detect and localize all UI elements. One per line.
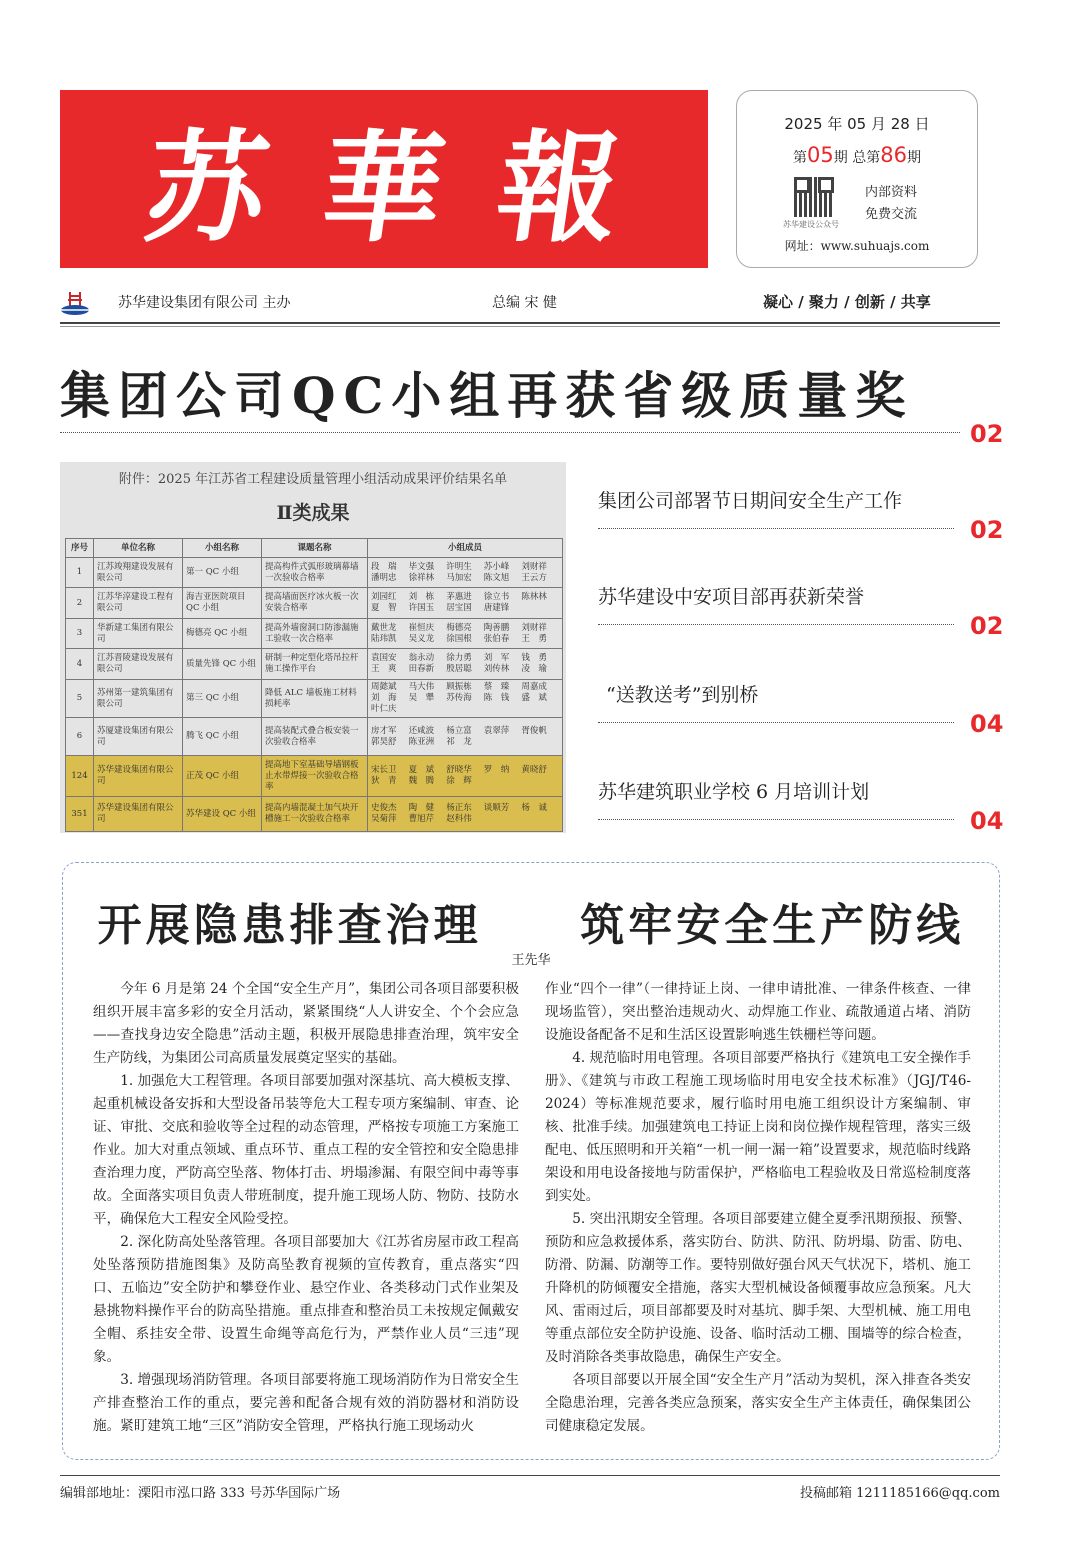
member-name: 宋长卫 [371, 765, 397, 775]
article-column-left [93, 978, 519, 1438]
feature-article [62, 862, 1000, 1460]
members-cell [371, 653, 559, 675]
dotted-divider [60, 432, 960, 433]
cell-no: 2 [66, 588, 94, 619]
cell-topic: 研制一种定型化塔吊拉杆施工操作平台 [262, 649, 368, 680]
member-name: 崔恒庆 [408, 622, 435, 633]
member-name: 刘财祥 [521, 622, 547, 633]
member-name: 陆玮凯 [371, 633, 397, 644]
logo-char: 華 [312, 118, 453, 259]
cell-topic: 提高墙面医疗冰火板一次安装合格率 [262, 588, 368, 619]
toc-item[interactable]: 集团公司部署节日期间安全生产工作 [598, 490, 903, 512]
member-name: 陈文旭 [483, 572, 510, 583]
page-number: 02 [970, 420, 1004, 448]
member-name: 刘 军 [483, 653, 510, 663]
article-author: 王先华 [511, 953, 551, 968]
company-logo-icon [60, 290, 90, 316]
member-name: 徐 辉 [446, 776, 472, 786]
cell-group: 正茂 QC 小组 [183, 756, 262, 797]
cell-unit: 华新建工集团有限公司 [94, 619, 183, 649]
member-name: 徐立书 [483, 592, 510, 602]
member-name: 潘明忠 [371, 572, 397, 583]
logo-char: 報 [488, 118, 629, 259]
member-name: 史俊杰 [371, 803, 397, 813]
member-name: 蔡 臻 [483, 682, 510, 692]
cell-topic: 提高外墙窗洞口防渗漏施工验收一次合格率 [262, 619, 368, 649]
member-name: 苏传海 [446, 693, 472, 703]
member-name: 王 勇 [521, 633, 547, 644]
cell-unit: 江苏竣翔建设发展有限公司 [94, 558, 183, 588]
article-paragraph: 作业“四个一律”（一律持证上岗、一律申请批准、一律条件核查、一律现场监管），突出整治违规动火、动焊施工作业、疏散通道占堵、消防设施设备配备不足和生活区设置影响逃生铁栅栏等问题。 [545, 981, 971, 1043]
member-name: 翁永动 [408, 653, 435, 663]
cell-unit: 苏华建设集团有限公司 [94, 756, 183, 797]
member-name: 徐力勇 [446, 653, 472, 663]
member-name: 黄晓舒 [521, 765, 547, 775]
issue-number: 第05期 总第86期 [793, 143, 921, 167]
member-name: 吴 犟 [408, 693, 435, 703]
cell-unit: 江苏晋陵建设发展有限公司 [94, 649, 183, 680]
members-cell [371, 562, 559, 584]
member-name: 罗 纳 [483, 765, 510, 775]
member-name: 钱 勇 [521, 653, 547, 663]
toc-item[interactable]: 苏华建设中安项目部再获新荣誉 [598, 586, 865, 608]
member-name: 刘财祥 [521, 561, 547, 572]
results-table [65, 538, 563, 832]
member-name: 胥俊帆 [521, 725, 547, 736]
slogan: 凝心 / 聚力 / 创新 / 共享 [763, 293, 931, 311]
note-internal: 内部资料 [865, 185, 918, 200]
toc-page-number: 04 [970, 710, 1004, 738]
article-paragraph: 今年 6 月是第 24 个全国“安全生产月”，集团公司各项目部要积极组织开展丰富多彩的安全月活动，紧紧围绕“人人讲安全、个个会应急——查找身边安全隐患”活动主题，积极开展隐患排查治理，筑牢安全生产防线，为集团公司高质量发展奠定坚实的基础。 [93, 981, 519, 1066]
member-name: 杨正东 [446, 803, 472, 813]
member-name: 王 爽 [371, 664, 397, 674]
column-header: 课题名称 [262, 539, 368, 558]
issue-info-box [736, 90, 978, 268]
column-header: 单位名称 [94, 539, 183, 558]
member-name: 马大伟 [408, 682, 435, 692]
cell-group: 腾飞 QC 小组 [183, 718, 262, 756]
cell-no: 351 [66, 797, 94, 832]
member-name: 吴义龙 [408, 633, 435, 644]
members-cell [371, 682, 559, 715]
cell-topic: 提高构件式弧形玻璃幕墙一次验收合格率 [262, 558, 368, 588]
member-name: 陈 钱 [483, 693, 510, 703]
member-name: 苏小峰 [483, 561, 510, 572]
table-row [66, 558, 563, 588]
member-name: 还咸波 [408, 725, 435, 736]
member-name: 张伯春 [483, 633, 510, 644]
footer [60, 1475, 1000, 1501]
cell-group: 质量先锋 QC 小组 [183, 649, 262, 680]
cell-no: 3 [66, 619, 94, 649]
table-row [66, 619, 563, 649]
member-name: 徐国根 [446, 633, 472, 644]
member-name: 陶善鹏 [483, 622, 510, 633]
editorial-address: 编辑部地址：溧阳市泓口路 333 号苏华国际广场 [60, 1486, 341, 1501]
member-name: 刘 海 [371, 693, 397, 703]
masthead-logo [60, 90, 708, 268]
column-header: 序号 [66, 539, 94, 558]
dotted-divider [598, 624, 954, 625]
column-header: 小组名称 [183, 539, 262, 558]
issue-date: 2025 年 05 月 28 日 [784, 115, 930, 133]
cell-unit: 江苏华淳建设工程有限公司 [94, 588, 183, 619]
article-paragraph: 各项目部要以开展全国“安全生产月”活动为契机，深入排查各类安全隐患治理，完善各类应急预案，落实安全生产主体责任，确保集团公司健康稳定发展。 [545, 1372, 971, 1434]
submission-email[interactable]: 投稿邮箱 1211185166@qq.com [799, 1486, 1000, 1501]
cell-unit: 苏州第一建筑集团有限公司 [94, 680, 183, 718]
member-name: 居宝国 [446, 603, 472, 613]
members-cell [371, 623, 559, 645]
note-free: 免费交流 [865, 207, 918, 222]
cell-topic: 提高装配式叠合板安装一次验收合格率 [262, 718, 368, 756]
toc-item[interactable]: “送教送考”到别桥 [606, 684, 759, 706]
cell-group: 第三 QC 小组 [183, 680, 262, 718]
member-name: 吴菊萍 [371, 814, 397, 824]
member-name: 赵科伟 [446, 814, 472, 824]
member-name: 毕文强 [408, 561, 435, 572]
logo-char: 苏 [136, 118, 277, 259]
cell-group: 海吉亚医院项目 QC 小组 [183, 588, 262, 619]
members-cell [371, 765, 559, 787]
member-name: 盛 斌 [521, 693, 547, 703]
cell-topic: 提高地下室基础导墙钢板止水带焊接一次验收合格率 [262, 756, 368, 797]
toc-page-number: 02 [970, 612, 1004, 640]
member-name: 凌 瑜 [521, 664, 547, 674]
dotted-divider [598, 528, 954, 529]
editor: 总编 宋 健 [492, 295, 557, 311]
member-name: 夏 斌 [408, 765, 435, 775]
member-name: 刘传林 [483, 664, 510, 674]
table-row [66, 649, 563, 680]
cell-group: 第一 QC 小组 [183, 558, 262, 588]
member-name: 王云方 [521, 572, 547, 583]
member-name: 袁翠萍 [483, 725, 510, 736]
member-name: 许国玉 [408, 603, 435, 613]
member-name: 陈林林 [521, 592, 547, 602]
member-name: 徐祥林 [408, 572, 435, 583]
member-name: 曹旭芹 [408, 814, 435, 824]
member-name: 梅德亮 [446, 622, 472, 633]
member-name: 夏 智 [371, 603, 397, 613]
cell-group: 梅德亮 QC 小组 [183, 619, 262, 649]
table-row [66, 718, 563, 756]
members-cell [371, 592, 559, 614]
article-paragraph: 5. 突出汛期安全管理。各项目部要建立健全夏季汛期预报、预警、预防和应急救援体系，落实防台、防洪、防汛、防坍塌、防雷、防电、防滑、防漏、防潮等工作。要特别做好强台风天气状况下，塔机、施工升降机的防倾覆安全措施，落实大型机械设备倾覆事故应急预案。凡大风、雷雨过后，项目部都要及时对基坑、脚手架、大型机械、施工用电等重点部位安全防护设施、设备、临时活动工棚、围墙等的综合检查，及时消除各类事故隐患，确保生产安全。 [545, 1211, 971, 1365]
article-paragraph: 4. 规范临时用电管理。各项目部要严格执行《建筑电工安全操作手册》、《建筑与市政工程施工现场临时用电安全技术标准》（JGJ/T46-2024）等标准规范要求，履行临时用电施工组织设计方案编制、审核、批准手续。加强建筑电工持证上岗和岗位操作规程管理，落实三级配电、低压照明和开关箱“一机一闸一漏一箱”设置要求，规范临时线路架设和用电设备接地与防雷保护，严格临电工程验收及日常巡检制度落到实处。 [545, 1050, 971, 1204]
table-row [66, 588, 563, 619]
member-name: 段 瑞 [371, 561, 397, 572]
cell-no: 5 [66, 680, 94, 718]
article-paragraph: 2. 深化防高处坠落管理。各项目部要加大《江苏省房屋市政工程高处坠落预防措施图集》及防高坠教育视频的宣传教育，重点落实“四口、五临边”安全防护和攀登作业、悬空作业、各类移动门式作业架及悬挑物料操作平台的防高坠措施。重点排查和整治员工未按规定佩戴安全帽、系挂安全带、设置生命绳等高危行为，严禁作业人员“三违”现象。 [93, 1234, 519, 1365]
member-name: 刘园红 [371, 592, 397, 602]
member-name: 陶 健 [408, 803, 435, 813]
members-cell [371, 726, 559, 748]
member-name: 殷居聪 [446, 664, 472, 674]
qr-label: 苏华建设公众号 [783, 220, 839, 229]
website: 网址：www.suhuajs.com [784, 239, 930, 253]
member-name: 许明生 [446, 561, 472, 572]
member-name: 谈顺芳 [483, 803, 510, 813]
toc-item[interactable]: 苏华建筑职业学校 6 月培训计划 [598, 781, 870, 803]
member-name: 茅惠进 [446, 592, 472, 602]
cell-topic: 降低 ALC 墙板施工材料损耗率 [262, 680, 368, 718]
member-name: 唐建锋 [483, 603, 510, 613]
table-row [66, 756, 563, 797]
article-title: 开展隐患排查治理 筑牢安全生产防线 [97, 900, 965, 951]
results-table-image [60, 462, 566, 833]
toc-page-number: 04 [970, 807, 1004, 835]
article-paragraph: 3. 增强现场消防管理。各项目部要将施工现场消防作为日常安全生产排查整治工作的重点，要完善和配备合规有效的消防器材和消防设施。紧盯建筑工地“三区”消防安全管理，严格执行施工现场动火 [93, 1372, 519, 1434]
column-header: 小组成员 [368, 539, 563, 558]
member-name: 房才军 [371, 725, 397, 736]
member-name: 袁国安 [371, 653, 397, 663]
member-name: 杨 诚 [521, 803, 547, 813]
article-paragraph: 1. 加强危大工程管理。各项目部要加强对深基坑、高大模板支撑、起重机械设备安拆和大型设备吊装等危大工程专项方案编制、审查、论证、审批、交底和验收等全过程的动态管理，严格按专项施工方案施工作业。加大对重点领域、重点环节、重点工程的安全管控和安全隐患排查治理力度，严防高空坠落、物体打击、坍塌渗漏、有限空间中毒等事故。全面落实项目负责人带班制度，提升施工现场人防、物防、技防水平，确保危大工程安全风险受控。 [93, 1073, 519, 1227]
subheader [60, 290, 1000, 314]
member-name: 舒晓华 [446, 765, 472, 775]
cell-no: 124 [66, 756, 94, 797]
dotted-divider [598, 819, 954, 820]
dotted-divider [598, 722, 954, 723]
members-cell [371, 803, 559, 825]
member-name: 杨立富 [446, 725, 472, 736]
member-name: 马加宏 [446, 572, 472, 583]
cell-no: 1 [66, 558, 94, 588]
cell-no: 6 [66, 718, 94, 756]
table-row [66, 797, 563, 832]
article-column-right [545, 978, 971, 1438]
qr-code-icon [794, 177, 834, 217]
cell-no: 4 [66, 649, 94, 680]
main-headline[interactable]: 集团公司QC小组再获省级质量奖 [60, 366, 914, 425]
member-name: 魏 腾 [408, 776, 435, 786]
table-row [66, 680, 563, 718]
divider [60, 322, 1000, 324]
member-name: 陈亚洲 [408, 736, 435, 747]
member-name: 顾振栋 [446, 682, 472, 692]
member-name: 周嘉成 [521, 682, 547, 692]
member-name: 郭昊舒 [371, 736, 397, 747]
cell-unit: 苏华建设集团有限公司 [94, 797, 183, 832]
member-name: 叶仁庆 [371, 704, 397, 714]
cell-topic: 提高内墙混凝土加气块开槽施工一次验收合格率 [262, 797, 368, 832]
member-name: 周懿斌 [371, 682, 397, 692]
table-class-title: Ⅱ类成果 [276, 502, 350, 524]
sponsor: 苏华建设集团有限公司 主办 [118, 295, 291, 311]
member-name: 田春新 [408, 664, 435, 674]
member-name: 狄 青 [371, 776, 397, 786]
cell-unit: 苏厦建设集团有限公司 [94, 718, 183, 756]
cell-group: 苏华建设 QC 小组 [183, 797, 262, 832]
member-name: 戴世龙 [371, 622, 397, 633]
member-name: 刘 栋 [408, 592, 435, 602]
member-name: 祁 龙 [446, 736, 472, 747]
divider [60, 326, 1000, 327]
toc-page-number: 02 [970, 516, 1004, 544]
table-caption: 附件：2025 年江苏省工程建设质量管理小组活动成果评价结果名单 [118, 472, 508, 487]
